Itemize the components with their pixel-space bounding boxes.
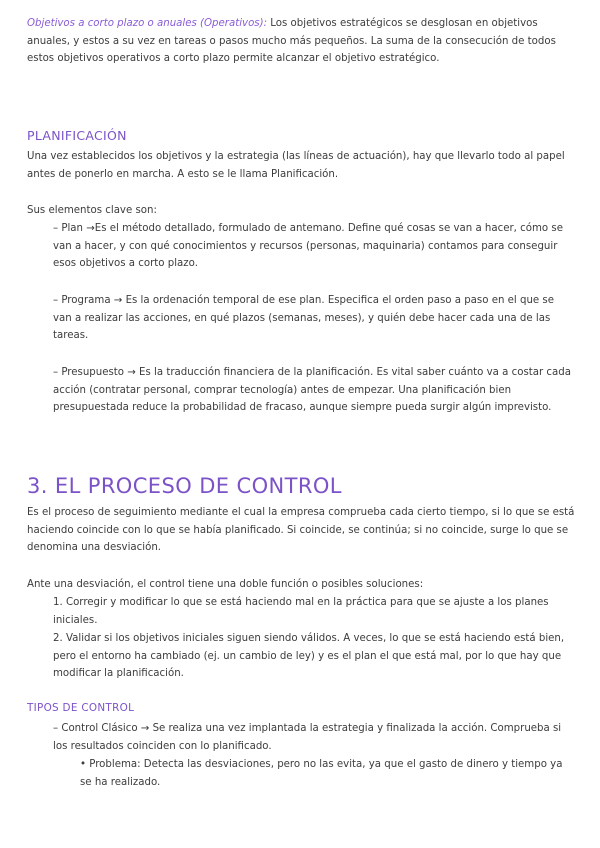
intro-text: Los objetivos estratégicos se desglosan en objetivos anuales, y estos a su vez en tareas o pasos mucho más pequeños. La suma de la consecución de todos estos objetivos operativos a corto plazo permite alcanzar el objetivo estratégico. xyxy=(27,18,556,65)
intro-paragraph xyxy=(27,15,575,68)
desviacion-intro: Ante una desviación, el control tiene una doble función o posibles soluciones: xyxy=(27,579,424,590)
control-heading: 3. EL PROCESO DE CONTROL xyxy=(27,474,342,498)
planificacion-intro: Una vez establecidos los objetivos y la estrategia (las líneas de actuación), hay que llevarlo todo al papel antes de ponerlo en marcha. A esto se le llama Planificación. xyxy=(27,151,565,180)
solution-item-1: 1. Corregir y modificar lo que se está haciendo mal en la práctica para que se ajuste a los planes iniciales. xyxy=(53,597,549,626)
solution-item-2: 2. Validar si los objetivos iniciales siguen siendo válidos. A veces, lo que se está haciendo está bien, pero el entorno ha cambiado (ej. un cambio de ley) y es el plan el que está mal, por lo que hay que modificar la planificación. xyxy=(53,633,565,680)
elements-label: Sus elementos clave son: xyxy=(27,205,157,216)
control-clasico-item: – Control Clásico → Se realiza una vez implantada la estrategia y finalizada la acción. Comprueba si los resultados coinciden con lo planificado. xyxy=(53,723,562,752)
plan-item: – Plan →Es el método detallado, formulado de antemano. Define qué cosas se van a hacer, cómo se van a hacer, y con qué conocimientos y recursos (personas, maquinaria) contamos para conseguir esos objetivos a corto plazo. xyxy=(53,223,563,270)
programa-item: – Programa → Es la ordenación temporal de ese plan. Especifica el orden paso a paso en el que se van a realizar las acciones, en qué plazos (semanas, meses), y quién debe hacer cada una de las tareas. xyxy=(53,295,554,342)
problema-item: • Problema: Detecta las desviaciones, pero no las evita, ya que el gasto de dinero y tiempo ya se ha realizado. xyxy=(80,759,563,788)
planificacion-heading: PLANIFICACIÓN xyxy=(27,128,127,143)
intro-label: Objetivos a corto plazo o anuales (Operativos): xyxy=(27,18,268,29)
control-intro: Es el proceso de seguimiento mediante el cual la empresa comprueba cada cierto tiempo, si lo que se está haciendo coincide con lo que se había planificado. Si coincide, se continúa; si no coincide, surge lo que se denomina una desviación. xyxy=(27,507,575,554)
presupuesto-item: – Presupuesto → Es la traducción financiera de la planificación. Es vital saber cuánto va a costar cada acción (contratar personal, comprar tecnología) antes de empezar. Una planificación bien presupuestada reduce la probabilidad de fracaso, aunque siempre pueda surgir algún imprevisto. xyxy=(53,367,571,414)
tipos-heading: TIPOS DE CONTROL xyxy=(27,702,135,714)
